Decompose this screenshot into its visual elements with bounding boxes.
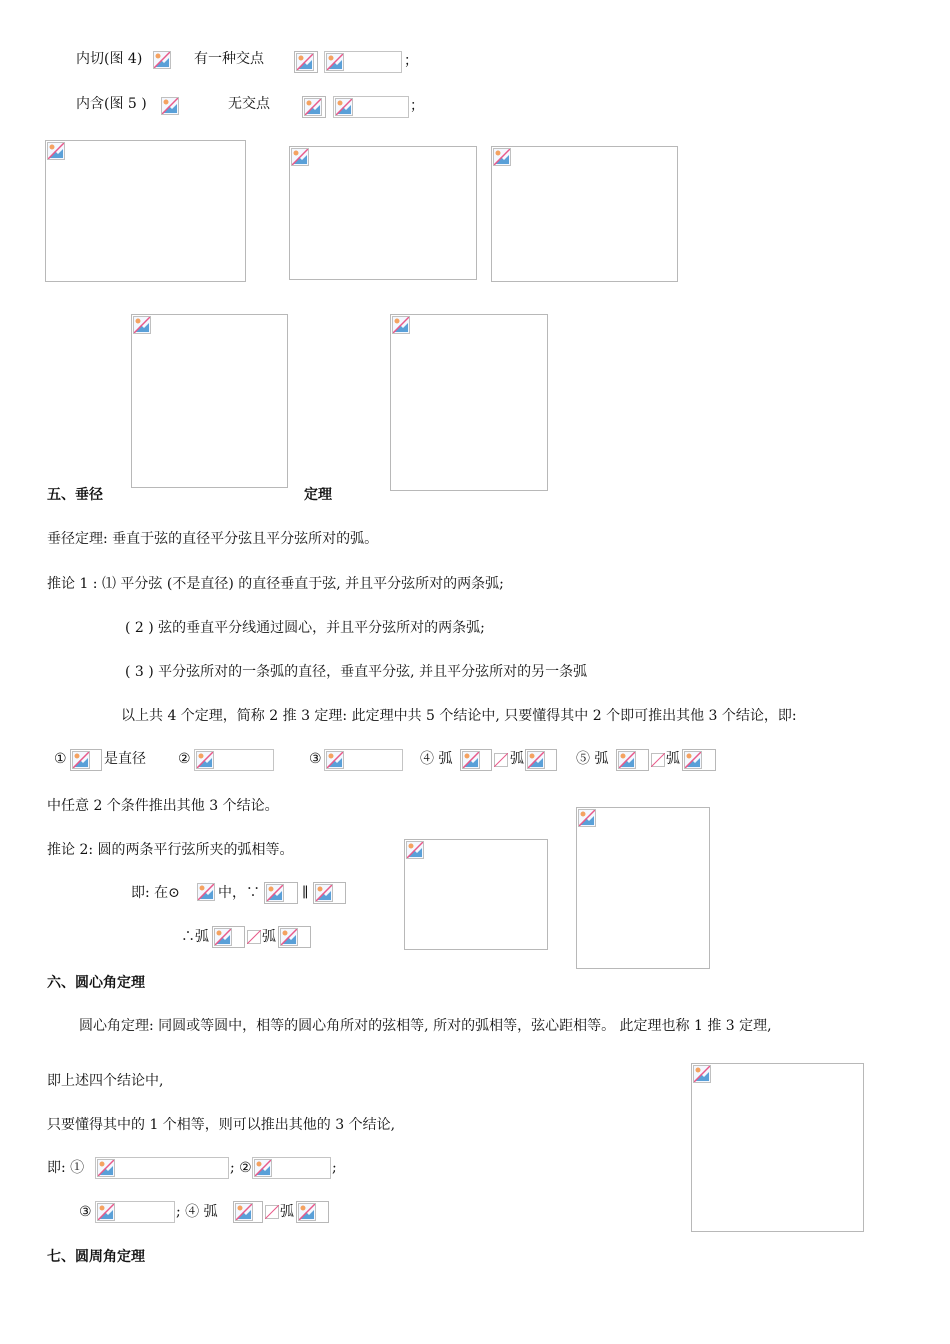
image-placeholder-icon <box>197 883 215 901</box>
image-placeholder-icon <box>153 51 171 69</box>
formula-image <box>313 882 346 904</box>
section6-title: 六、圆心角定理 <box>47 975 145 991</box>
cond4-label: ④ 弧 <box>420 751 453 767</box>
formula-image <box>95 1157 229 1179</box>
image-placeholder-icon <box>304 98 322 116</box>
theorem6-c4: ; ④ 弧 <box>176 1204 218 1220</box>
image-placeholder-icon <box>493 148 511 166</box>
figure-image <box>491 146 678 282</box>
theorem6-semi1: ; ② <box>230 1160 252 1176</box>
image-placeholder-icon <box>235 1203 253 1221</box>
figure-image <box>576 807 710 969</box>
image-placeholder-icon <box>280 928 298 946</box>
formula-image <box>196 882 218 904</box>
formula-image <box>616 749 649 771</box>
equals-image-icon <box>247 930 261 944</box>
neihan-desc: 无交点 <box>228 96 270 112</box>
formula-image <box>333 96 409 118</box>
image-placeholder-icon <box>298 1203 316 1221</box>
formula-image <box>160 96 184 118</box>
image-placeholder-icon <box>462 751 480 769</box>
image-placeholder-icon <box>266 884 284 902</box>
corollary2-ji: 即: 在⊙ <box>131 885 180 901</box>
figure-image <box>404 839 548 950</box>
image-placeholder-icon <box>296 53 314 71</box>
formula-image <box>194 749 274 771</box>
formula-image <box>212 926 245 948</box>
corollary1-p1: 推论 1 : ⑴ 平分弦 (不是直径) 的直径垂直于弦, 并且平分弦所对的两条弧; <box>47 576 504 592</box>
formula-image <box>460 749 492 771</box>
corollary1-p2: ( 2 ) 弦的垂直平分线通过圆心，并且平分弦所对的两条弧; <box>125 620 485 636</box>
image-placeholder-icon <box>618 751 636 769</box>
cond4-arc: 弧 <box>510 751 524 767</box>
image-placeholder-icon <box>291 148 309 166</box>
figure-image <box>390 314 548 491</box>
theorem6-arc: 弧 <box>280 1204 294 1220</box>
image-placeholder-icon <box>254 1159 272 1177</box>
image-placeholder-icon <box>133 316 151 334</box>
theorem6-c3: ③ <box>79 1204 92 1220</box>
formula-image <box>95 1201 175 1223</box>
theorem6-l2: 即上述四个结论中, <box>47 1073 164 1089</box>
image-placeholder-icon <box>196 751 214 769</box>
figure-image <box>131 314 288 488</box>
image-placeholder-icon <box>684 751 702 769</box>
image-placeholder-icon <box>97 1203 115 1221</box>
formula-image <box>302 96 326 118</box>
formula-image <box>152 50 176 72</box>
formula-image <box>525 749 557 771</box>
neiqie-desc: 有一种交点 <box>194 51 264 67</box>
corollary2-zhong: 中，∵ <box>218 885 260 901</box>
theorem6-semi2: ; <box>332 1160 337 1176</box>
corollary2-par: ∥ <box>302 885 309 901</box>
cond3-label: ③ <box>309 751 322 767</box>
image-placeholder-icon <box>392 316 410 334</box>
equals-image-icon <box>494 753 508 767</box>
image-placeholder-icon <box>326 751 344 769</box>
formula-image <box>278 926 311 948</box>
image-placeholder-icon <box>693 1065 711 1083</box>
theorem5-text: 垂径定理: 垂直于弦的直径平分弦且平分弦所对的弧。 <box>47 531 379 547</box>
corollary1-p3: ( 3 ) 平分弦所对的一条弧的直径，垂直平分弦, 并且平分弦所对的另一条弧 <box>125 664 588 680</box>
theorem6-ji: 即: ① <box>47 1160 85 1176</box>
cond1-label: ① <box>54 751 67 767</box>
formula-image <box>682 749 716 771</box>
formula-image <box>324 749 403 771</box>
image-placeholder-icon <box>527 751 545 769</box>
formula-image <box>70 749 102 771</box>
any-two-text: 中任意 2 个条件推出其他 3 个结论。 <box>47 798 279 814</box>
figure-image <box>691 1063 864 1232</box>
image-placeholder-icon <box>326 53 344 71</box>
figure-image <box>289 146 477 280</box>
image-placeholder-icon <box>97 1159 115 1177</box>
section5-title-suffix: 定理 <box>304 487 332 503</box>
corollary2-text: 推论 2: 圆的两条平行弦所夹的弧相等。 <box>47 842 294 858</box>
equals-image-icon <box>265 1205 279 1219</box>
figure-image <box>45 140 246 282</box>
image-placeholder-icon <box>161 97 179 115</box>
corollary2-therefore: ∴弧 <box>181 929 209 945</box>
cond1-text: 是直径 <box>104 751 146 767</box>
formula-image <box>296 1201 329 1223</box>
formula-image <box>233 1201 263 1223</box>
formula-image <box>324 51 402 73</box>
cond5-arc: 弧 <box>666 751 680 767</box>
section7-title: 七、圆周角定理 <box>47 1249 145 1265</box>
cond5-label: ⑤ 弧 <box>576 751 609 767</box>
corollary2-arc2: 弧 <box>262 929 276 945</box>
neihan-end: ； <box>410 98 424 114</box>
image-placeholder-icon <box>72 751 90 769</box>
section5-title: 五、垂径 <box>47 487 103 503</box>
cond2-label: ② <box>178 751 191 767</box>
equals-image-icon <box>651 753 665 767</box>
image-placeholder-icon <box>335 98 353 116</box>
formula-image <box>294 51 318 73</box>
neiqie-label: 内切(图 4) <box>76 51 143 67</box>
image-placeholder-icon <box>47 142 65 160</box>
image-placeholder-icon <box>578 809 596 827</box>
neihan-label: 内含(图 5 ) <box>76 96 147 112</box>
image-placeholder-icon <box>406 841 424 859</box>
theorem6-text: 圆心角定理: 同圆或等圆中，相等的圆心角所对的弦相等, 所对的弧相等，弦心距相等。 此定理也称 1 推 3 定理, <box>79 1018 772 1034</box>
neiqie-end: ； <box>404 53 418 69</box>
formula-image <box>264 882 298 904</box>
formula-image <box>252 1157 331 1179</box>
image-placeholder-icon <box>214 928 232 946</box>
summary-text: 以上共 4 个定理，简称 2 推 3 定理: 此定理中共 5 个结论中, 只要懂得其中 2 个即可推出其他 3 个结论，即: <box>121 708 797 724</box>
image-placeholder-icon <box>315 884 333 902</box>
theorem6-l3: 只要懂得其中的 1 个相等，则可以推出其他的 3 个结论, <box>47 1117 396 1133</box>
